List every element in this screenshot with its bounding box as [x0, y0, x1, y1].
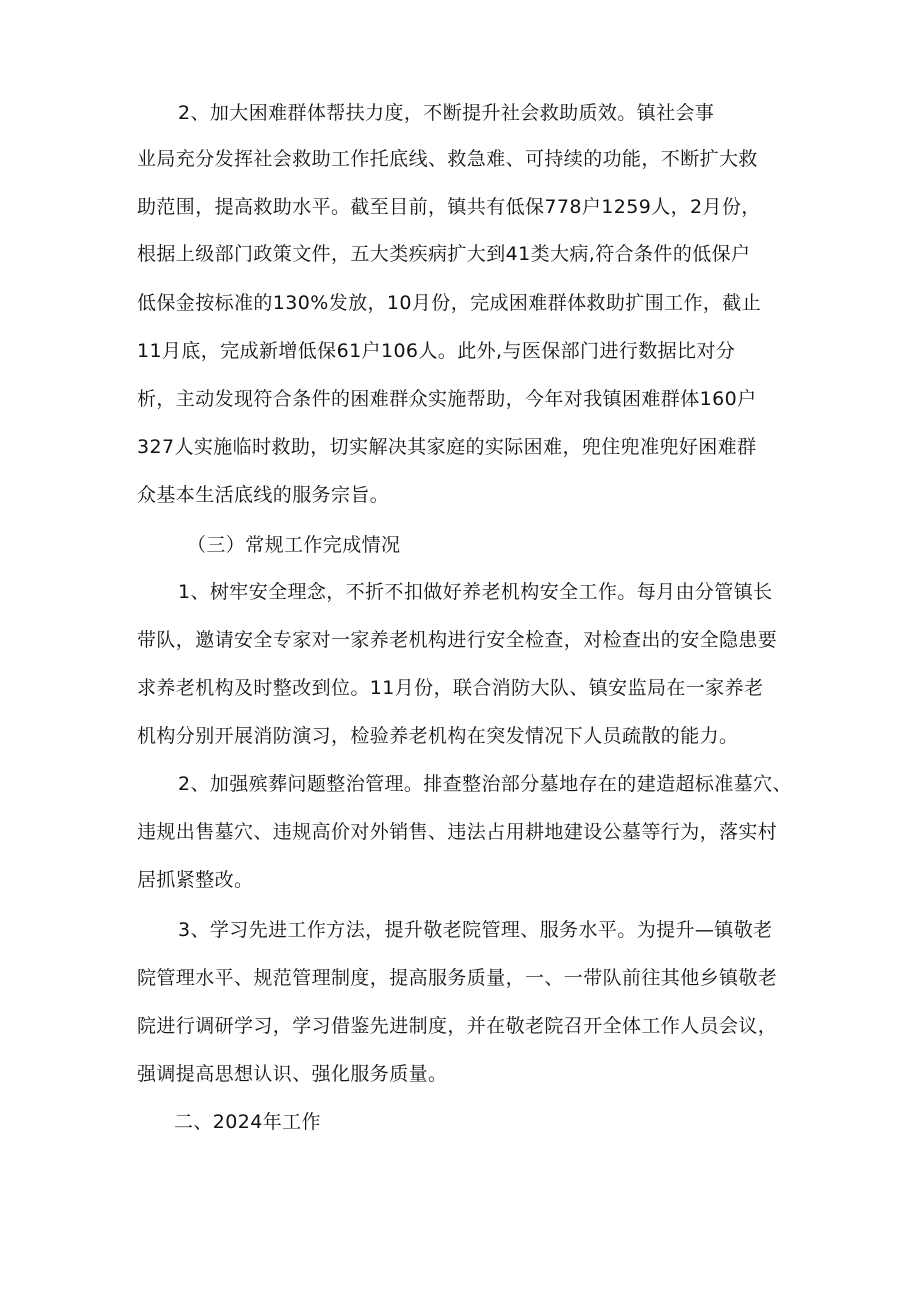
- text-line: 求养老机构及时整改到位。11月份，联合消防大队、镇安监局在一家养老: [137, 677, 764, 699]
- text-line: 居抓紧整改。: [137, 869, 254, 891]
- text-line: 1、树牢安全理念，不折不扣做好养老机构安全工作。每月由分管镇长: [178, 581, 773, 603]
- text-line: 根据上级部门政策文件，五大类疾病扩大到41类大病,符合条件的低保户: [137, 243, 751, 265]
- section-heading: （三）常规工作完成情况: [187, 534, 401, 556]
- text-line: 327人实施临时救助，切实解决其家庭的实际困难，兜住兜准兜好困难群: [137, 436, 757, 458]
- text-line: 机构分别开展消防演习，检验养老机构在突发情况下人员疏散的能力。: [137, 725, 739, 747]
- text-line: 2、加大困难群体帮扶力度，不断提升社会救助质效。镇社会事: [178, 102, 715, 124]
- text-line: 业局充分发挥社会救助工作托底线、救急难、可持续的功能，不断扩大救: [137, 148, 758, 170]
- text-line: 违规出售墓穴、违规高价对外销售、违法占用耕地建设公墓等行为，落实村: [137, 821, 778, 843]
- text-line: 2、加强殡葬问题整治管理。排查整治部分墓地存在的建造超标准墓穴、: [178, 773, 792, 795]
- text-line: 助范围，提高救助水平。截至目前，镇共有低保778户1259人，2月份，: [137, 196, 761, 218]
- text-line: 院进行调研学习，学习借鉴先进制度，并在敬老院召开全体工作人员会议，: [137, 1015, 778, 1037]
- text-line: 11月底，完成新增低保61户106人。此外,与医保部门进行数据比对分: [137, 340, 736, 362]
- text-line: 众基本生活底线的服务宗旨。: [137, 484, 390, 506]
- text-line: 带队，邀请安全专家对一家养老机构进行安全检查，对检查出的安全隐患要: [137, 629, 778, 651]
- text-line: 低保金按标准的130%发放，10月份，完成困难群体救助扩围工作，截止: [137, 292, 762, 314]
- text-line: 强调提高思想认识、强化服务质量。: [137, 1063, 448, 1085]
- text-line: 3、学习先进工作方法，提升敬老院管理、服务水平。为提升—镇敬老: [178, 919, 773, 941]
- text-line: 院管理水平、规范管理制度，提高服务质量，一、一带队前往其他乡镇敬老: [137, 967, 778, 989]
- text-line: 析，主动发现符合条件的困难群众实施帮助，今年对我镇困难群体160户: [137, 388, 757, 410]
- section-heading: 二、2024年工作: [174, 1111, 321, 1133]
